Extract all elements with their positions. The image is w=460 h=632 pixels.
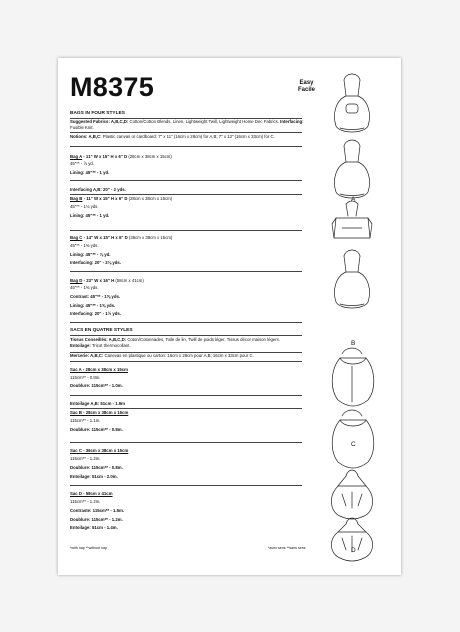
entoilage-ab: Entoilage A,B: 51cm - 1.9m (70, 401, 125, 406)
divider (70, 442, 302, 443)
divider (70, 271, 302, 272)
bag-c-back-drawing (334, 250, 369, 308)
notions: Notions: A,B,C: Plastic canvas or cardboard: 7" x 11" (16cm x 28cm) for A,B; 7" x 13" (16cm x 33cm) for C. (70, 134, 275, 139)
sac-d-line: Doublure: 115cm** - 1.2m. (70, 517, 123, 522)
pattern-number: M8375 (70, 72, 155, 102)
divider (70, 230, 302, 231)
suggested-fabrics: Suggested Fabrics: A,B,C,D: Cotton/Cotton Blends, Linen, Lightweight Twill, Lightweight Home Dec Fabrics. Interfacing: Fusible Knit. (70, 119, 304, 130)
bag-c-front-drawing (332, 201, 372, 238)
sac-c-line: Entoilage: 51cm - 2.0m. (70, 474, 118, 479)
divider (70, 335, 302, 336)
bag-c-line: 45"** - 1⅜ yds. (70, 243, 99, 248)
bag-d-line: Contrast: 45"** - 1⅝ yds. (70, 294, 121, 299)
mercerie: Mercerie: A,B,C: Canevas en plastique ou carton: 16cm x 28cm pour A,B; 16cm x 33cm pour C. (70, 353, 254, 358)
bag-d-front-drawing (331, 470, 372, 519)
bag-a-front-drawing (334, 74, 369, 132)
difficulty-english: Easy (299, 80, 314, 86)
view-label-d: D (351, 547, 356, 554)
sac-a-title: Sac A - 28cm x 38cm x 15cm (70, 367, 128, 372)
divider (70, 485, 302, 486)
pattern-envelope-back (58, 58, 401, 575)
view-label-b: B (351, 340, 356, 347)
divider (70, 408, 302, 409)
sac-d-line: Contraste: 115cm** - 1.5m. (70, 508, 124, 513)
footer-english-note: *with nap **without nap (70, 546, 107, 550)
bag-a-line: 45"** - ⅞ yd. (70, 161, 94, 166)
bag-d-line: Interfacing: 20" - 1½ yds. (70, 311, 121, 316)
sac-a-line: 115cm** - 0.8m. (70, 375, 101, 380)
sac-d-line: Entoilage: 51cm - 1.4m. (70, 525, 118, 530)
footer-french-note: *avec sens **sans sens (268, 546, 306, 550)
sac-d-title: Sac D - 58cm x 41cm (70, 491, 113, 496)
divider (70, 194, 302, 195)
bag-a-title: Bag A - 11" W x 15" H x 6" D (28cm x 38cm x 15cm) (70, 154, 172, 159)
sac-d-line: 115cm** - 1.2m. (70, 499, 101, 504)
bag-b-line: 45"** - 1⅛ yds. (70, 204, 99, 209)
bag-c-line: Lining: 45"** - ⅞ yd. (70, 252, 111, 257)
bag-a-back-drawing (334, 140, 369, 198)
bag-a-line: Lining: 45"** - 1 yd. (70, 170, 110, 175)
divider (70, 361, 302, 362)
technical-drawings (306, 66, 398, 566)
tissus-conseilles: Tissus Conseillés: A,B,C,D: Coton/Cotonnades, Toile de lin, Twill de poids léger, Tissus décor maison légers. Entoilage: Tricot thermocollant. (70, 337, 281, 348)
interfacing-ab: Interfacing A,B: 20" - 2 yds. (70, 187, 126, 192)
bag-d-title: Bag D - 23" W x 16" H (58cm x 41cm) (70, 278, 144, 283)
difficulty-french: Facile (298, 87, 316, 93)
bag-c-line: Interfacing: 20" - 2⅛ yds. (70, 260, 121, 265)
view-label-a: A (351, 196, 356, 203)
divider (70, 180, 302, 181)
bag-b-title: Bag B - 11" W x 15" H x 6" D (28cm x 38cm x 15cm) (70, 196, 173, 201)
sac-b-line: 115cm** - 1.1m. (70, 418, 101, 423)
french-title: SACS EN QUATRE STYLES (70, 328, 133, 333)
sac-c-line: 115cm** - 1.2m. (70, 456, 101, 461)
sac-b-line: Doublure: 115cm** - 0.8m. (70, 427, 123, 432)
bag-d-line: Lining: 45"** - 1⅝ yds. (70, 303, 116, 308)
sac-b-title: Sac B - 28cm x 38cm x 15cm (70, 410, 129, 415)
bag-b-line: Lining: 45"** - 1 yd. (70, 213, 110, 218)
english-title: BAGS IN FOUR STYLES (70, 111, 125, 116)
bag-d-back-drawing (331, 518, 372, 561)
divider (70, 132, 302, 133)
sac-c-title: Sac C - 36cm x 38cm x 15cm (70, 448, 129, 453)
view-label-c: C (351, 441, 356, 448)
divider (70, 395, 302, 396)
divider (70, 146, 302, 147)
header (70, 74, 310, 101)
bag-b-back-drawing (332, 410, 374, 468)
divider (70, 322, 302, 323)
bag-d-line: 45"** - 1⅜ yds. (70, 285, 99, 290)
sac-a-line: Doublure: 115cm** - 1.0m. (70, 383, 123, 388)
bag-c-title: Bag C - 14" W x 15" H x 6" D (36cm x 38cm x 15cm) (70, 235, 173, 240)
sac-c-line: Doublure: 115cm** - 0.8m. (70, 465, 123, 470)
bag-b-front-drawing (332, 348, 374, 406)
